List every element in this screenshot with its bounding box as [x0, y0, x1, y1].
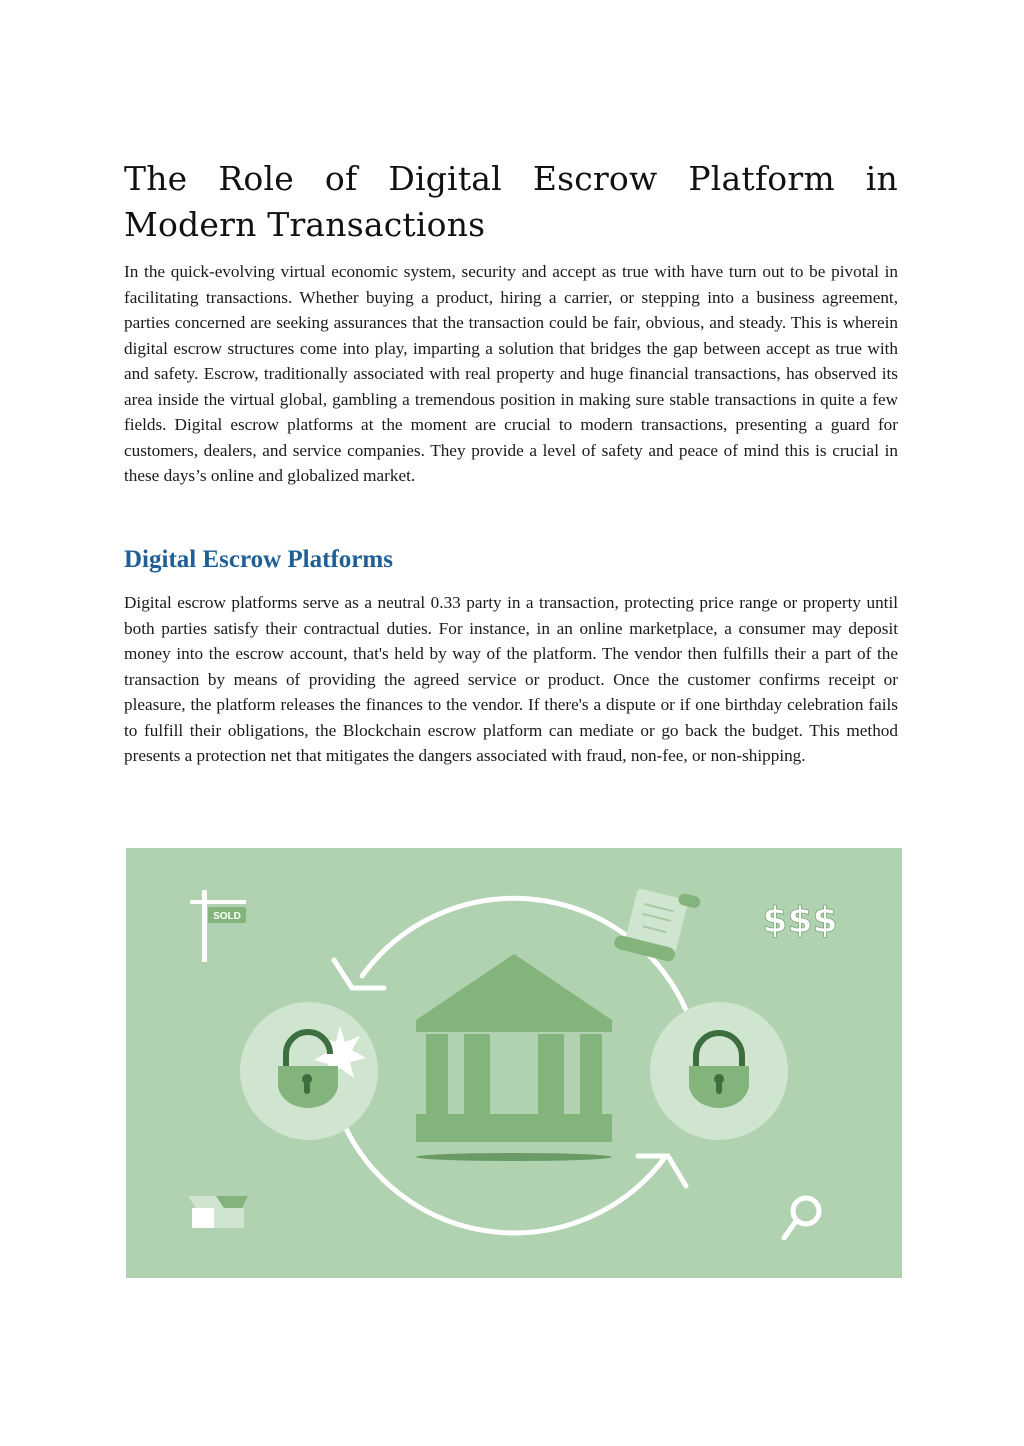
- money-icon: $$$: [762, 900, 838, 941]
- page-title: The Role of Digital Escrow Platform in Modern Transactions: [124, 159, 898, 244]
- bank-building-icon: [416, 954, 612, 1161]
- package-box-icon: [188, 1196, 248, 1228]
- sold-sign-icon: [190, 890, 246, 962]
- sold-sign-label: SOLD: [213, 911, 241, 922]
- locked-padlock-icon: [650, 1002, 788, 1140]
- section-paragraph: Digital escrow platforms serve as a neutral 0.33 party in a transaction, protecting price range or property until both parties satisfy their contractual duties. For instance, in an online marketplace, a consumer may deposit money into the escrow account, that's held by way of the platform. The vendor then fulfills their a part of the transaction by means of providing the agreed service or product. Once the customer confirms receipt or pleasure, the platform releases the finances to the vendor. If there's a dispute or if one birthday celebration fails to fulfill their obligations, the Blockchain escrow platform can mediate or go back the budget. This method presents a protection net that mitigates the dangers associated with fraud, non-fee, or non-shipping.: [124, 593, 898, 765]
- escrow-illustration: [126, 848, 902, 1278]
- section-heading: Digital Escrow Platforms: [124, 546, 393, 573]
- intro-paragraph: In the quick-evolving virtual economic system, security and accept as true with have turn out to be pivotal in facilitating transactions. Whether buying a product, hiring a carrier, or stepping into a business agreement, parties concerned are seeking assurances that the transaction could be fair, obvious, and steady. This is wherein digital escrow structures come into play, imparting a solution that bridges the gap between accept as true with and safety. Escrow, traditionally associated with real property and huge financial transactions, has observed its area inside the virtual global, gambling a tremendous position in making sure stable transactions in quite a few fields. Digital escrow platforms at the moment are crucial to modern transactions, presenting a guard for customers, dealers, and service companies. They provide a level of safety and peace of mind this is crucial in these days’s online and globalized market.: [124, 262, 898, 485]
- magnifier-icon: [784, 1198, 819, 1238]
- contract-scroll-icon: [613, 880, 702, 966]
- unlocked-padlock-icon: [240, 1002, 378, 1140]
